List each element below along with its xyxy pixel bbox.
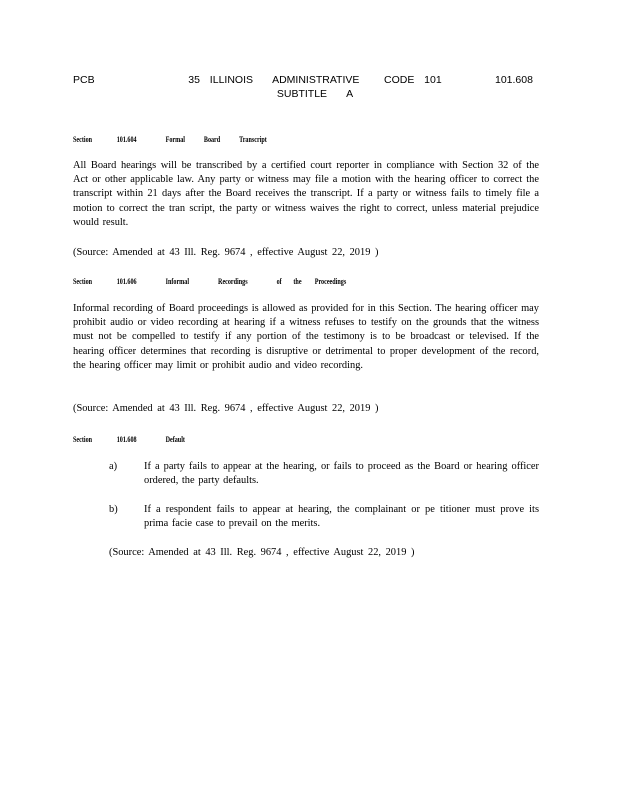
section-heading-101-608: [73, 434, 185, 444]
section-title-word: Board: [203, 134, 221, 144]
header-code-line: 35 ILLINOIS ADMINISTRATIVE CODE 101: [188, 74, 442, 86]
section-word: Section: [73, 434, 93, 444]
section-word: Section: [73, 276, 93, 286]
section-body-101-604: All Board hearings will be transcribed by a certified court reporter in compliance with Section 32 of the Act or other applicable law. Any party or witness may file a motion with the hearing officer to correct the transcript within 21 days after the Board receives the transcript. If a party or witness fails to timely file a motion to correct the tran script, the party or witness waives the right to correct, unless material prejudice would result.: [73, 160, 539, 228]
section-id: 101.606: [116, 276, 137, 286]
section-title-word: Proceedings: [314, 276, 347, 286]
section-title-word: Informal: [165, 276, 190, 286]
header-subtitle-line: SUBTITLE A: [276, 88, 354, 100]
header-section-number: 101.608: [495, 74, 533, 86]
list-item-label: b): [109, 504, 118, 515]
section-title-word: Formal: [165, 134, 185, 144]
header-title: [150, 73, 480, 101]
section-word: Section: [73, 134, 93, 144]
header-agency: PCB: [73, 74, 95, 86]
section-title-word: Default: [165, 434, 185, 444]
section-id: 101.604: [116, 134, 137, 144]
source-note-101-608: (Source: Amended at 43 Ill. Reg. 9674 , effective August 22, 2019 ): [109, 547, 415, 558]
section-body-101-606: Informal recording of Board proceedings is allowed as provided for in this Section. The hearing officer may prohibit audio or video recording at hearing if a witness refuses to testify on the grounds that the witness must not be compelled to testify if any portion of the testimony is to be broadcast or televised. If the hearing officer determines that recording is disruptive or detrimental to proper development of the record, the hearing officer may limit or prohibit audio and video recording.: [73, 303, 539, 371]
source-note-101-604: (Source: Amended at 43 Ill. Reg. 9674 , effective August 22, 2019 ): [73, 247, 379, 258]
section-id: 101.608: [116, 434, 137, 444]
list-item-b: [109, 503, 539, 531]
section-title-word: the: [293, 276, 302, 286]
section-title-word: of: [276, 276, 282, 286]
list-item-label: a): [109, 461, 118, 472]
section-title-word: Transcript: [239, 134, 267, 144]
list-item-text: If a party fails to appear at the hearing, or fails to proceed as the Board or hearing officer ordered, the party defaults.: [144, 461, 539, 487]
list-item-text: If a respondent fails to appear at hearing, the complainant or pe titioner must prove its prima facie case to prevail on the merits.: [144, 504, 539, 530]
list-item-a: [109, 460, 539, 488]
section-heading-101-604: [73, 134, 267, 144]
source-note-101-606: (Source: Amended at 43 Ill. Reg. 9674 , effective August 22, 2019 ): [73, 403, 379, 414]
section-title-word: Recordings: [218, 276, 248, 286]
section-heading-101-606: [73, 276, 346, 286]
